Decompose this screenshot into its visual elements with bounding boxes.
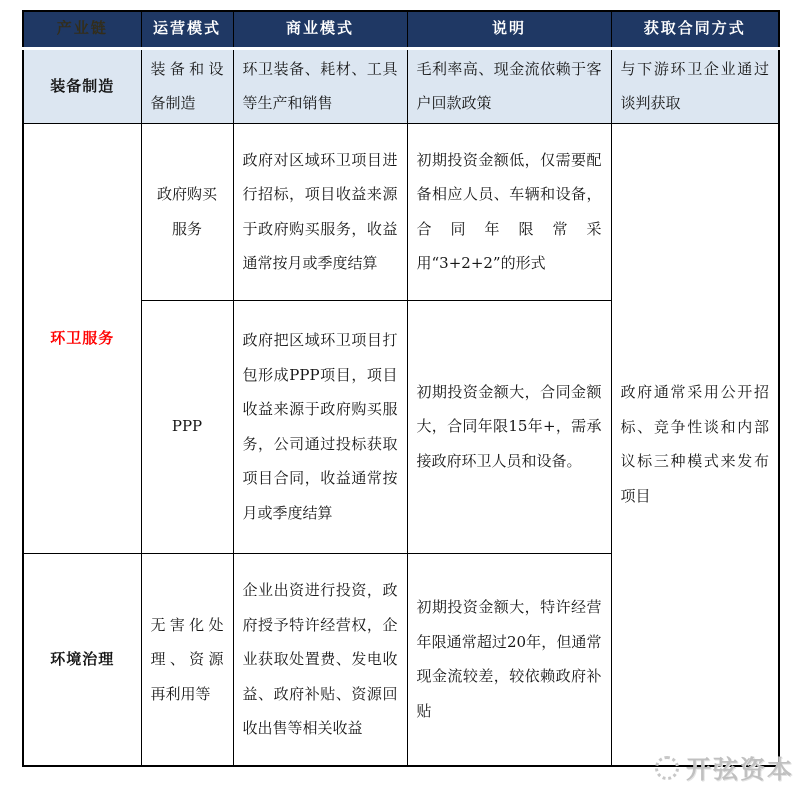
cell-business-ppp: 政府把区域环卫项目打包形成PPP项目，项目收益来源于政府购买服务，公司通过投标获取项目合同，收益通常按月或季度结算 bbox=[233, 300, 407, 553]
header-contract-method: 获取合同方式 bbox=[611, 11, 779, 48]
header-industry-chain: 产业链 bbox=[23, 11, 141, 48]
industry-business-model-table bbox=[22, 10, 780, 767]
cell-business-environment: 企业出资进行投资，政府授予特许经营权，企业获取处置费、发电收益、政府补贴、资源回收出售等相关收益 bbox=[233, 553, 407, 766]
cell-mode-gov-purchase: 政府购买服务 bbox=[141, 123, 233, 300]
cell-chain-equipment: 装备制造 bbox=[23, 48, 141, 123]
cell-note-ppp: 初期投资金额大，合同金额大，合同年限15年+，需承接政府环卫人员和设备。 bbox=[407, 300, 611, 553]
header-business-model: 商业模式 bbox=[233, 11, 407, 48]
cell-note-gov-purchase: 初期投资金额低，仅需要配备相应人员、车辆和设备，合同年限常采用“3+2+2”的形式 bbox=[407, 123, 611, 300]
header-row bbox=[23, 11, 779, 48]
row-equipment-manufacturing bbox=[23, 48, 779, 123]
cell-business-gov-purchase: 政府对区域环卫项目进行招标，项目收益来源于政府购买服务，收益通常按月或季度结算 bbox=[233, 123, 407, 300]
header-operation-mode: 运营模式 bbox=[141, 11, 233, 48]
cell-note-environment: 初期投资金额大，特许经营年限通常超过20年，但通常现金流较差，较依赖政府补贴 bbox=[407, 553, 611, 766]
cell-mode-ppp: PPP bbox=[141, 300, 233, 553]
cell-chain-sanitation-service: 环卫服务 bbox=[23, 123, 141, 553]
cell-note-equipment: 毛利率高、现金流依赖于客户回款政策 bbox=[407, 48, 611, 123]
kaixian-capital-logo bbox=[655, 750, 794, 786]
cell-chain-environment: 环境治理 bbox=[23, 553, 141, 766]
header-description: 说明 bbox=[407, 11, 611, 48]
logo-circle-icon bbox=[655, 756, 679, 780]
cell-contract-merged: 政府通常采用公开招标、竞争性谈和内部议标三种模式来发布项目 bbox=[611, 123, 779, 766]
row-government-purchase bbox=[23, 123, 779, 300]
cell-mode-equipment: 装备和设备制造 bbox=[141, 48, 233, 123]
cell-mode-environment: 无害化处理、资源再利用等 bbox=[141, 553, 233, 766]
cell-business-equipment: 环卫装备、耗材、工具等生产和销售 bbox=[233, 48, 407, 123]
cell-contract-equipment: 与下游环卫企业通过谈判获取 bbox=[611, 48, 779, 123]
logo-brand-text: 开弦资本 bbox=[685, 756, 794, 784]
